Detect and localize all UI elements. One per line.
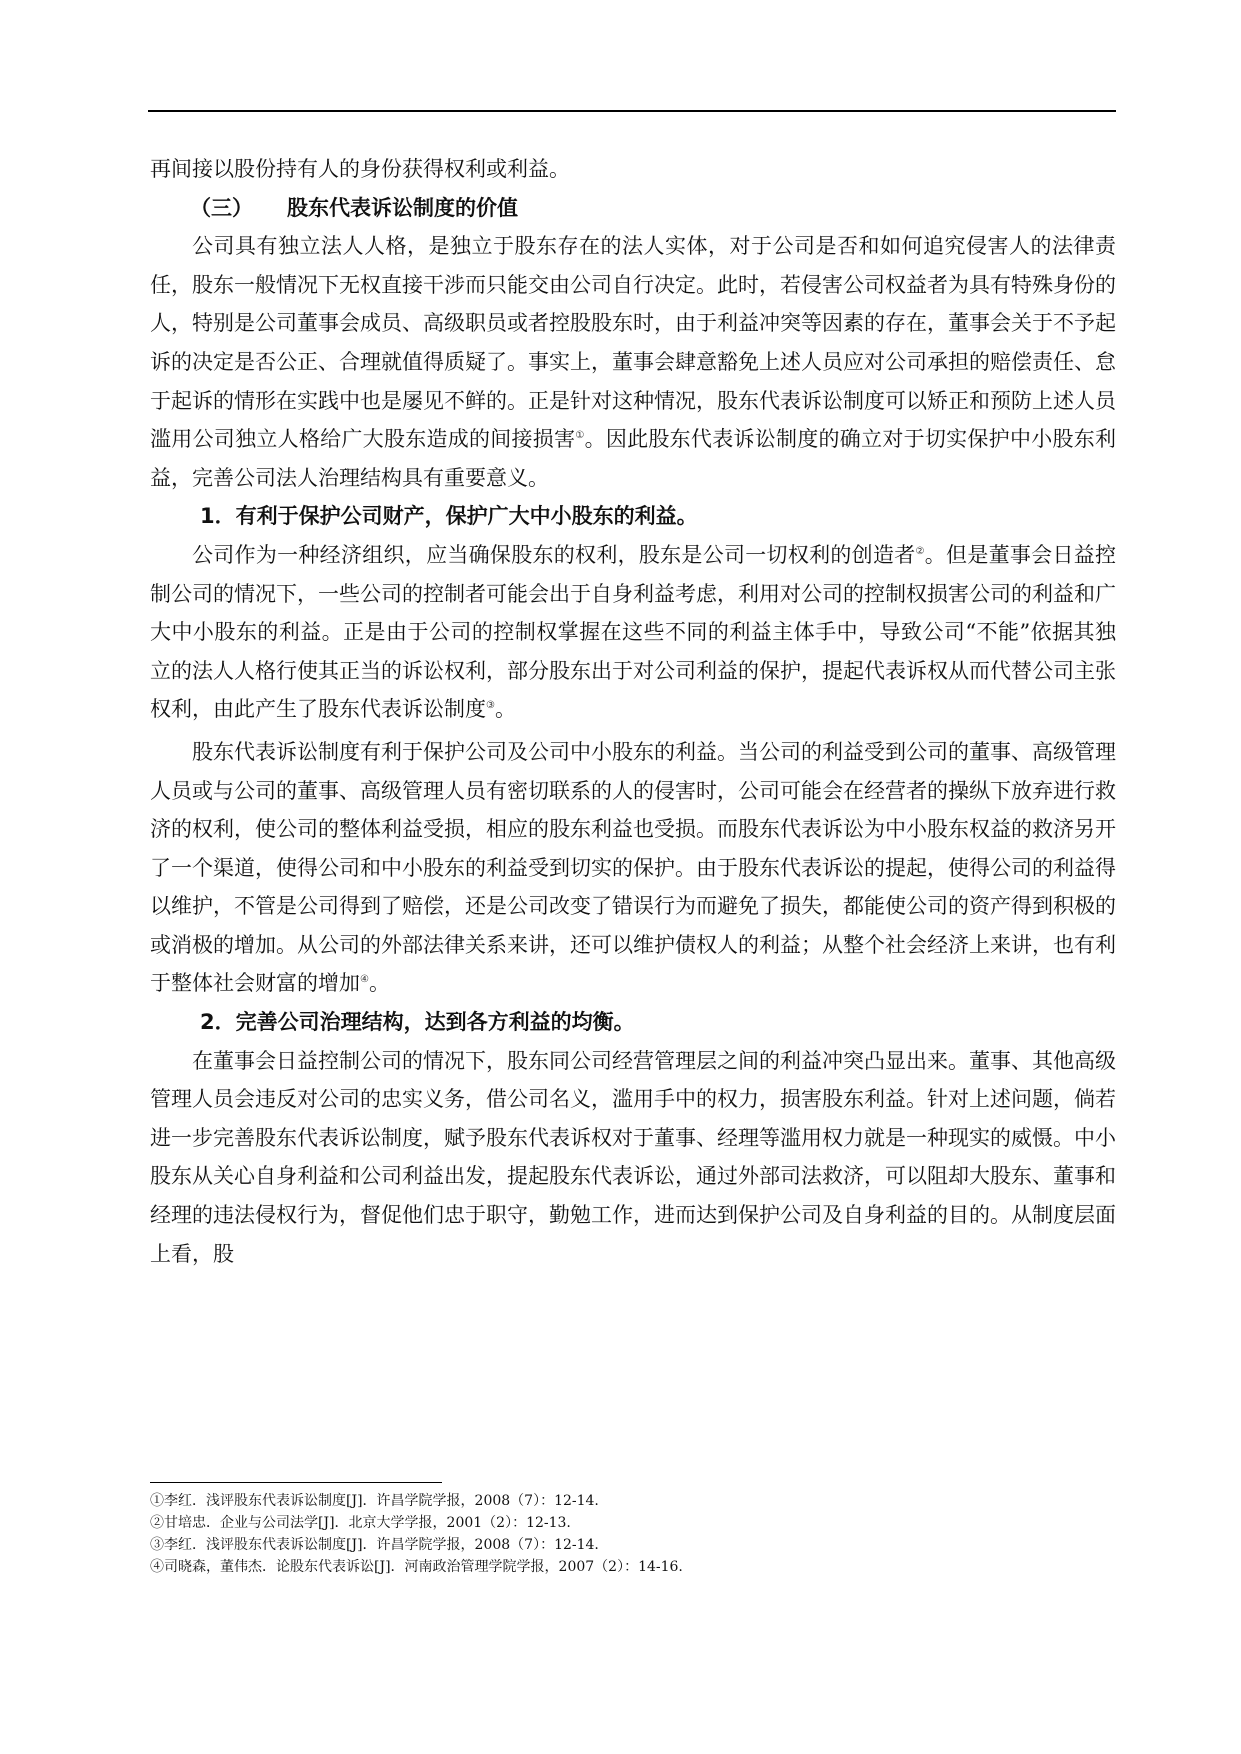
footnote-ref-2[interactable]: ② — [915, 545, 925, 557]
footnote-2: ②甘培忠．企业与公司法学[J]．北京大学学报，2001（2）：12-13. — [150, 1515, 571, 1531]
section-title: 股东代表诉讼制度的价值 — [287, 195, 518, 220]
paragraph-1: 公司具有独立法人人格，是独立于股东存在的法人实体，对于公司是否和如何追究侵害人的法律责任，股东一般情况下无权直接干涉而只能交由公司自行决定。此时，若侵害公司权益者为具有特殊身份的人，特别是公司董事会成员、高级职员或者控股股东时，由于利益冲突等因素的存在，董事会关于不予起诉的决定是否公正、合理就值得质疑了。事实上，董事会肆意豁免上述人员应对公司承担的赔偿责任、怠于起诉的情形在实践中也是屡见不鲜的。正是针对这种情况，股东代表诉讼制度可以矫正和预防上述人员滥用公司独立人格给广大股东造成的间接损害①。因此股东代表诉讼制度的确立对于切实保护中小股东利益，完善公司法人治理结构具有重要意义。 — [150, 234, 1117, 490]
subheading-1: 1．有利于保护公司财产，保护广大中小股东的利益。 — [200, 504, 698, 529]
footnote-rule — [150, 1482, 442, 1483]
paragraph-3: 股东代表诉讼制度有利于保护公司及公司中小股东的利益。当公司的利益受到公司的董事、高级管理人员或与公司的董事、高级管理人员有密切联系的人的侵害时，公司可能会在经营者的操纵下放弃进行救济的权利，使公司的整体利益受损，相应的股东利益也受损。而股东代表诉讼为中小股东权益的救济另开了一个渠道，使得公司和中小股东的利益受到切实的保护。由于股东代表诉讼的提起，使得公司的利益得以维护，不管是公司得到了赔偿，还是公司改变了错误行为而避免了损失，都能使公司的资产得到积极的或消极的增加。从公司的外部法律关系来讲，还可以维护债权人的利益；从整个社会经济上来讲，也有利于整体社会财富的增加④。 — [150, 739, 1116, 996]
subheading-2: 2．完善公司治理结构，达到各方利益的均衡。 — [200, 1010, 635, 1035]
footnote-ref-3[interactable]: ③ — [486, 700, 495, 712]
section-heading — [150, 189, 1116, 228]
intro-continuation: 再间接以股份持有人的身份获得权利或利益。 — [150, 157, 570, 181]
footnote-4: ④司晓森，董伟杰．论股东代表诉讼[J]．河南政治管理学院学报，2007（2）：14-16. — [150, 1559, 683, 1575]
section-number: （三） — [190, 195, 253, 220]
paragraph-2: 公司作为一种经济组织，应当确保股东的权利，股东是公司一切权利的创造者②。但是董事会日益控制公司的情况下，一些公司的控制者可能会出于自身利益考虑，利用对公司的控制权损害公司的利益和广大中小股东的利益。正是由于公司的控制权掌握在这些不同的利益主体手中，导致公司“不能”依据其独立的法人人格行使其正当的诉讼权利，部分股东出于对公司利益的保护，提起代表诉权从而代替公司主张权利，由此产生了股东代表诉讼制度③。 — [150, 542, 1117, 722]
footnote-3: ③李红．浅评股东代表诉讼制度[J]．许昌学院学报，2008（7）：12-14. — [150, 1537, 599, 1553]
paragraph-4: 在董事会日益控制公司的情况下，股东同公司经营管理层之间的利益冲突凸显出来。董事、其他高级管理人员会违反对公司的忠实义务，借公司名义，滥用手中的权力，损害股东利益。针对上述问题，倘若进一步完善股东代表诉讼制度，赋予股东代表诉权对于董事、经理等滥用权力就是一种现实的威慑。中小股东从关心自身利益和公司利益出发，提起股东代表诉讼，通过外部司法救济，可以阻却大股东、董事和经理的违法侵权行为，督促他们忠于职守，勤勉工作，进而达到保护公司及自身利益的目的。从制度层面上看，股 — [150, 1048, 1116, 1266]
footnote-ref-4[interactable]: ④ — [360, 974, 369, 986]
header-rule — [148, 110, 1116, 112]
footnote-1: ①李红．浅评股东代表诉讼制度[J]．许昌学院学报，2008（7）：12-14. — [150, 1493, 599, 1509]
body-text — [150, 150, 1116, 1273]
footnote-ref-1[interactable]: ① — [575, 430, 585, 442]
footnotes — [150, 1490, 1110, 1578]
